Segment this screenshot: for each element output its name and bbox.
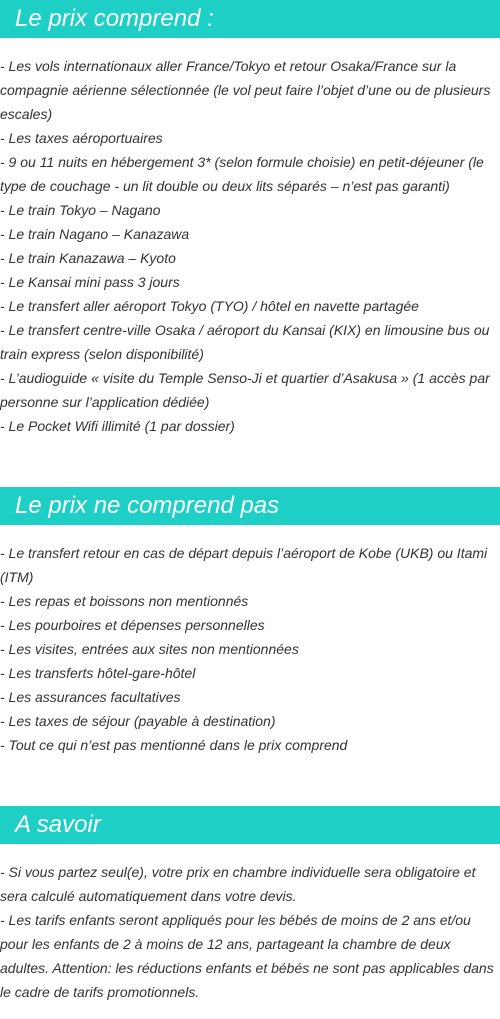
list-item: - Les tarifs enfants seront appliqués pour les bébés de moins de 2 ans et/ou pour les enfants de 2 à moins de 12 ans, partageant la chambre de deux adultes. Attention: les réductions enfants et bébés ne sont pas applicables dans le cadre de tarifs promotionnels. <box>0 912 494 1000</box>
price-excludes-section <box>0 487 500 757</box>
list-item: - Le Pocket Wifi illimité (1 par dossier) <box>0 418 235 434</box>
price-excludes-list <box>0 525 500 757</box>
list-item: - Les transferts hôtel-gare-hôtel <box>0 665 196 681</box>
list-item: - Les vols internationaux aller France/Tokyo et retour Osaka/France sur la compagnie aérienne sélectionnée (le vol peut faire l’objet d’une ou de plusieurs escales) <box>0 58 491 122</box>
list-item: - Les taxes aéroportuaires <box>0 130 163 146</box>
list-item: - Les assurances facultatives <box>0 689 181 705</box>
price-includes-section <box>0 0 500 438</box>
price-excludes-heading: Le prix ne comprend pas <box>0 487 500 525</box>
list-item: - 9 ou 11 nuits en hébergement 3* (selon formule choisie) en petit-déjeuner (le type de couchage - un lit double ou deux lits séparés – n’est pas garanti) <box>0 154 484 194</box>
list-item: - Le train Kanazawa – Kyoto <box>0 250 176 266</box>
list-item: - Le transfert centre-ville Osaka / aéroport du Kansai (KIX) en limousine bus ou train express (selon disponibilité) <box>0 322 490 362</box>
list-item: - Les repas et boissons non mentionnés <box>0 593 249 609</box>
list-item: - L’audioguide « visite du Temple Senso-Ji et quartier d’Asakusa » (1 accès par personne sur l’application dédiée) <box>0 370 490 410</box>
list-item: - Le train Nagano – Kanazawa <box>0 226 190 242</box>
list-item: - Les taxes de séjour (payable à destination) <box>0 713 276 729</box>
good-to-know-section <box>0 806 500 1004</box>
list-item: - Si vous partez seul(e), votre prix en chambre individuelle sera obligatoire et sera calculé automatiquement dans votre devis. <box>0 864 476 904</box>
list-item: - Le transfert retour en cas de départ depuis l’aéroport de Kobe (UKB) ou Itami (ITM) <box>0 545 488 585</box>
list-item: - Tout ce qui n’est pas mentionné dans le prix comprend <box>0 737 348 753</box>
list-item: - Les visites, entrées aux sites non mentionnées <box>0 641 299 657</box>
good-to-know-list <box>0 844 500 1004</box>
price-includes-heading: Le prix comprend : <box>0 0 500 38</box>
list-item: - Le train Tokyo – Nagano <box>0 202 161 218</box>
list-item: - Le Kansai mini pass 3 jours <box>0 274 180 290</box>
good-to-know-heading: A savoir <box>0 806 500 844</box>
list-item: - Les pourboires et dépenses personnelles <box>0 617 265 633</box>
list-item: - Le transfert aller aéroport Tokyo (TYO) / hôtel en navette partagée <box>0 298 419 314</box>
price-includes-list <box>0 38 500 438</box>
